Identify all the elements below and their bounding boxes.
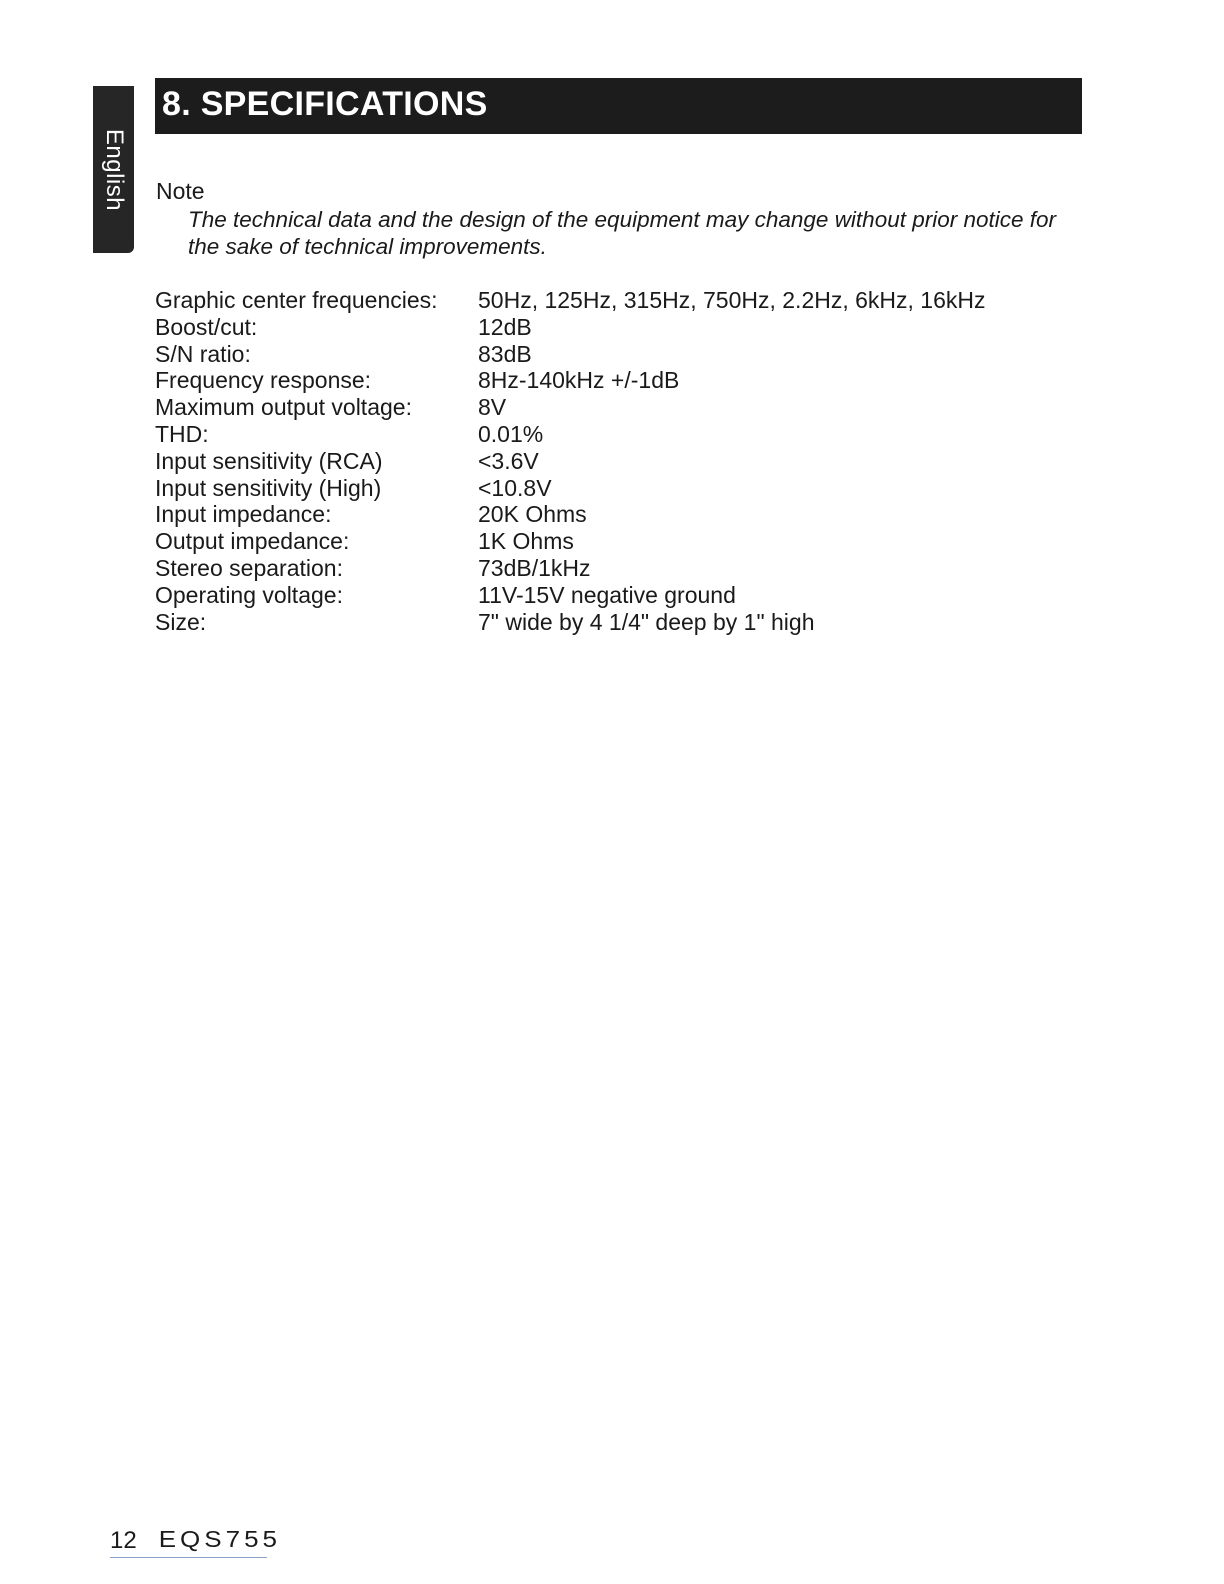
spec-row	[155, 528, 1055, 555]
spec-value: 8Hz-140kHz +/-1dB	[478, 367, 680, 394]
spec-value: 1K Ohms	[478, 528, 574, 555]
footer-divider	[110, 1557, 267, 1558]
language-side-tab	[93, 86, 134, 253]
spec-row	[155, 341, 1055, 368]
page-number: 12	[110, 1527, 137, 1554]
spec-value: 12dB	[478, 313, 532, 340]
note-label: Note	[156, 178, 205, 204]
spec-row	[155, 475, 1055, 502]
spec-row	[155, 287, 1055, 314]
spec-label: Stereo separation:	[155, 554, 343, 581]
spec-label: Boost/cut:	[155, 313, 258, 340]
spec-row	[155, 501, 1055, 528]
spec-label: Input sensitivity (High)	[155, 474, 382, 501]
spec-row	[155, 394, 1055, 421]
section-header	[155, 78, 1082, 134]
spec-value: 50Hz, 125Hz, 315Hz, 750Hz, 2.2Hz, 6kHz, 16kHz	[478, 287, 986, 313]
spec-value: <10.8V	[478, 474, 552, 501]
spec-value: 7" wide by 4 1/4" deep by 1" high	[478, 608, 815, 635]
language-tab-label: English	[100, 128, 128, 211]
spec-row	[155, 555, 1055, 582]
spec-label: Operating voltage:	[155, 581, 343, 608]
spec-row	[155, 367, 1055, 394]
spec-label: THD:	[155, 420, 209, 447]
spec-label: Input impedance:	[155, 501, 332, 528]
specifications-list	[155, 287, 1055, 635]
spec-label: Graphic center frequencies:	[155, 287, 438, 313]
spec-value: 73dB/1kHz	[478, 554, 591, 581]
spec-label: S/N ratio:	[155, 340, 251, 367]
model-name: EQS755	[158, 1525, 281, 1553]
spec-label: Output impedance:	[155, 528, 350, 555]
spec-value: 11V-15V negative ground	[478, 581, 736, 608]
spec-row	[155, 448, 1055, 475]
page-footer	[110, 1524, 281, 1555]
spec-value: 8V	[478, 394, 507, 421]
spec-value: 20K Ohms	[478, 501, 587, 528]
spec-value: 0.01%	[478, 420, 544, 447]
spec-label: Frequency response:	[155, 367, 372, 394]
spec-row	[155, 609, 1055, 636]
spec-value: <3.6V	[478, 447, 539, 474]
spec-row	[155, 314, 1055, 341]
note-text: The technical data and the design of the equipment may change without prior notice for the sake of technical improvements.	[188, 207, 1057, 259]
spec-row	[155, 582, 1055, 609]
spec-label: Maximum output voltage:	[155, 394, 412, 421]
spec-value: 83dB	[478, 340, 532, 367]
spec-label: Input sensitivity (RCA)	[155, 447, 383, 474]
spec-row	[155, 421, 1055, 448]
spec-label: Size:	[155, 608, 207, 635]
page-title: 8. SPECIFICATIONS	[162, 85, 488, 123]
